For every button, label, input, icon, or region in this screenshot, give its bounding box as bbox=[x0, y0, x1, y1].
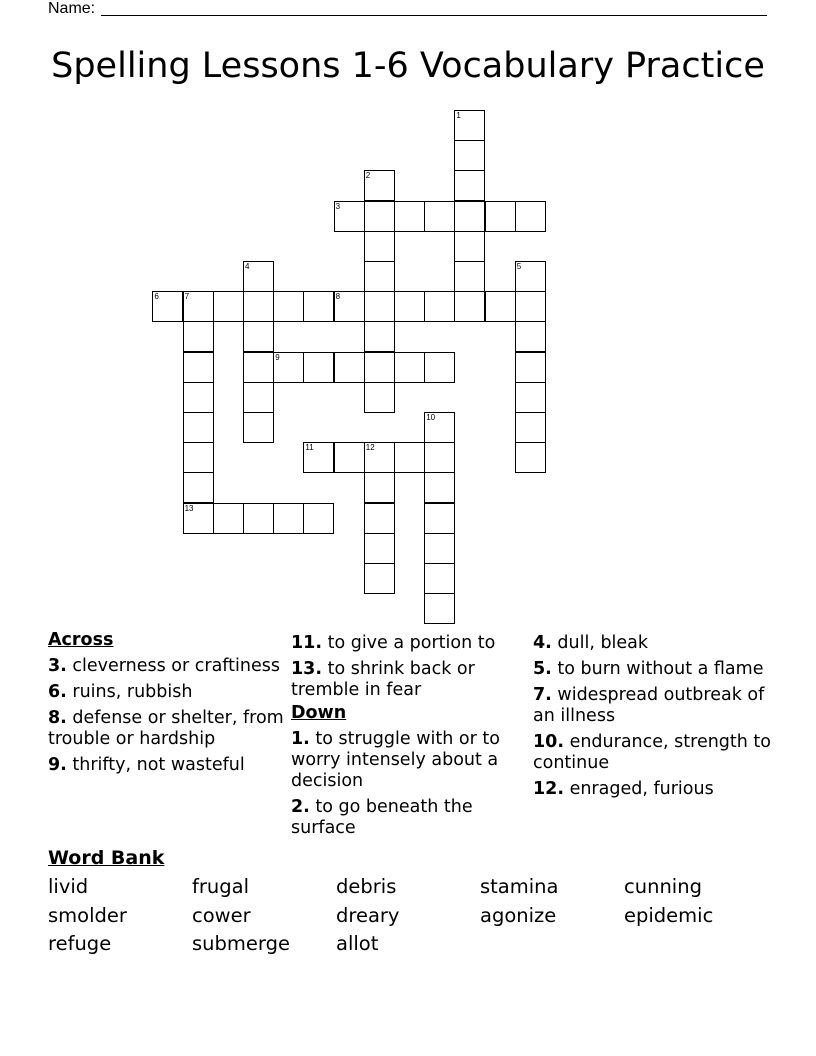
clue-item-text: defense or shelter, from trouble or hardship bbox=[48, 708, 284, 749]
grid-cell[interactable] bbox=[515, 291, 546, 322]
clue-item bbox=[533, 685, 773, 727]
grid-cell[interactable] bbox=[183, 442, 214, 473]
grid-cell[interactable] bbox=[364, 442, 395, 473]
grid-cell[interactable] bbox=[424, 201, 455, 232]
word-bank-title: Word Bank bbox=[48, 847, 165, 869]
clue-item-number: 6. bbox=[48, 682, 67, 702]
clue-item-number: 1. bbox=[291, 729, 310, 749]
grid-cell[interactable] bbox=[454, 110, 485, 141]
grid-cell[interactable] bbox=[424, 563, 455, 594]
grid-cell[interactable] bbox=[183, 291, 214, 322]
clue-item bbox=[291, 797, 529, 839]
clue-item-text: to burn without a flame bbox=[551, 659, 764, 679]
clue-column-2 bbox=[291, 628, 529, 839]
grid-cell[interactable] bbox=[515, 201, 546, 232]
word-bank-item: smolder bbox=[48, 903, 127, 927]
clue-number: 4 bbox=[245, 262, 250, 271]
clue-item-number: 9. bbox=[48, 755, 67, 775]
clue-item bbox=[48, 656, 288, 677]
grid-cell[interactable] bbox=[454, 231, 485, 262]
name-label: Name: bbox=[48, 0, 96, 17]
clue-item-number: 12. bbox=[533, 779, 565, 799]
grid-cell[interactable] bbox=[243, 503, 274, 534]
word-bank-item: allot bbox=[336, 932, 379, 955]
grid-cell[interactable] bbox=[515, 442, 546, 473]
clue-column-3 bbox=[533, 628, 773, 800]
word-bank-item: agonize bbox=[480, 903, 557, 927]
word-bank-item: livid bbox=[48, 875, 89, 898]
clue-item-text: widespread outbreak of an illness bbox=[533, 685, 765, 726]
clue-item-text: to give a portion to bbox=[322, 633, 496, 653]
clue-item-text: enraged, furious bbox=[564, 779, 714, 799]
grid-cell[interactable] bbox=[273, 352, 304, 383]
grid-cell[interactable] bbox=[183, 382, 214, 413]
grid-cell[interactable] bbox=[515, 261, 546, 292]
clue-number: 10 bbox=[426, 413, 436, 422]
clue-item bbox=[48, 682, 288, 703]
word-bank-item: stamina bbox=[480, 875, 559, 898]
clue-item bbox=[533, 633, 773, 654]
page-title: Spelling Lessons 1-6 Vocabulary Practice bbox=[51, 46, 765, 86]
word-bank-item: cunning bbox=[624, 875, 702, 898]
clue-number: 11 bbox=[305, 443, 314, 453]
clue-item-text: dull, bleak bbox=[551, 633, 649, 653]
grid-cell[interactable] bbox=[485, 291, 516, 322]
grid-cell[interactable] bbox=[213, 503, 244, 534]
clue-item bbox=[48, 755, 288, 776]
grid-cell[interactable] bbox=[364, 533, 395, 564]
grid-cell[interactable] bbox=[243, 261, 274, 292]
grid-cell[interactable] bbox=[454, 170, 485, 201]
grid-cell[interactable] bbox=[364, 563, 395, 594]
clue-number: 8 bbox=[335, 292, 341, 302]
grid-cell[interactable] bbox=[303, 503, 334, 534]
grid-cell[interactable] bbox=[243, 321, 274, 352]
grid-cell[interactable] bbox=[243, 412, 274, 443]
clue-number: 5 bbox=[516, 262, 522, 271]
grid-cell[interactable] bbox=[394, 291, 425, 322]
grid-cell[interactable] bbox=[364, 291, 395, 322]
clue-item bbox=[48, 708, 288, 750]
grid-cell[interactable] bbox=[364, 231, 395, 262]
grid-cell[interactable] bbox=[515, 382, 546, 413]
grid-cell[interactable] bbox=[183, 352, 214, 383]
clue-item-text: to struggle with or to worry intensely about a decision bbox=[291, 729, 500, 791]
clue-item bbox=[533, 779, 773, 800]
grid-cell[interactable] bbox=[183, 472, 214, 503]
grid-cell[interactable] bbox=[454, 261, 485, 292]
grid-cell[interactable] bbox=[485, 201, 516, 232]
grid-cell[interactable] bbox=[454, 291, 485, 322]
grid-cell[interactable] bbox=[515, 412, 546, 443]
grid-cell[interactable] bbox=[515, 321, 546, 352]
grid-cell[interactable] bbox=[183, 321, 214, 352]
clue-item-number: 3. bbox=[48, 656, 67, 676]
grid-cell[interactable] bbox=[334, 352, 365, 383]
grid-cell[interactable] bbox=[454, 140, 485, 171]
grid-cell[interactable] bbox=[303, 352, 334, 383]
clue-number: 1 bbox=[456, 111, 461, 120]
grid-cell[interactable] bbox=[424, 412, 455, 443]
grid-cell[interactable] bbox=[303, 442, 334, 473]
clue-item-number: 5. bbox=[533, 659, 552, 679]
grid-cell[interactable] bbox=[364, 261, 395, 292]
clue-item-text: ruins, rubbish bbox=[66, 682, 193, 702]
clue-item-text: to shrink back or tremble in fear bbox=[291, 659, 475, 700]
grid-cell[interactable] bbox=[183, 503, 214, 534]
grid-cell[interactable] bbox=[394, 442, 425, 473]
grid-cell[interactable] bbox=[515, 352, 546, 383]
grid-cell[interactable] bbox=[213, 291, 244, 322]
grid-cell[interactable] bbox=[424, 352, 455, 383]
grid-cell[interactable] bbox=[424, 442, 455, 473]
clue-item-text: endurance, strength to continue bbox=[533, 732, 771, 773]
grid-cell[interactable] bbox=[424, 533, 455, 564]
grid-cell[interactable] bbox=[273, 503, 304, 534]
grid-cell[interactable] bbox=[364, 472, 395, 503]
word-bank-item: cower bbox=[192, 903, 251, 927]
word-bank-item: dreary bbox=[336, 903, 400, 927]
grid-cell[interactable] bbox=[152, 291, 183, 322]
clue-item bbox=[533, 659, 773, 680]
clue-item-text: thrifty, not wasteful bbox=[66, 755, 245, 775]
clue-number: 12 bbox=[365, 443, 375, 453]
grid-cell[interactable] bbox=[394, 201, 425, 232]
word-bank-item: frugal bbox=[192, 875, 249, 898]
clue-item-number: 4. bbox=[533, 633, 552, 653]
word-bank-item: refuge bbox=[48, 932, 112, 955]
grid-cell[interactable] bbox=[364, 352, 395, 383]
grid-cell[interactable] bbox=[364, 170, 395, 201]
grid-cell[interactable] bbox=[243, 382, 274, 413]
word-bank-item: debris bbox=[336, 875, 397, 898]
clue-item-number: 11. bbox=[291, 633, 323, 653]
grid-cell[interactable] bbox=[183, 412, 214, 443]
clue-item bbox=[291, 633, 529, 654]
clue-number: 9 bbox=[275, 352, 280, 362]
grid-cell[interactable] bbox=[273, 291, 304, 322]
clue-number: 2 bbox=[365, 171, 371, 181]
clue-number: 6 bbox=[154, 292, 159, 302]
clue-item bbox=[533, 732, 773, 774]
clue-number: 7 bbox=[184, 292, 190, 302]
clue-number: 3 bbox=[335, 201, 341, 211]
clue-item-number: 2. bbox=[291, 797, 310, 817]
grid-cell[interactable] bbox=[364, 382, 395, 413]
clue-item-number: 7. bbox=[533, 685, 552, 705]
grid-cell[interactable] bbox=[334, 201, 365, 232]
clue-column-1 bbox=[48, 628, 288, 776]
grid-cell[interactable] bbox=[424, 503, 455, 534]
clue-item bbox=[291, 659, 529, 701]
grid-cell[interactable] bbox=[364, 201, 395, 232]
grid-cell[interactable] bbox=[243, 291, 274, 322]
clue-item-number: 8. bbox=[48, 708, 67, 728]
grid-cell[interactable] bbox=[424, 472, 455, 503]
word-bank-item: submerge bbox=[192, 932, 290, 955]
word-bank-item: epidemic bbox=[624, 903, 714, 927]
grid-cell[interactable] bbox=[334, 291, 365, 322]
grid-cell[interactable] bbox=[364, 503, 395, 534]
grid-cell[interactable] bbox=[424, 593, 455, 624]
clue-item-number: 10. bbox=[533, 732, 565, 752]
clue-item-text: to go beneath the surface bbox=[291, 797, 473, 838]
grid-cell[interactable] bbox=[424, 291, 455, 322]
grid-cell[interactable] bbox=[334, 442, 365, 473]
clue-heading: Across bbox=[48, 630, 114, 650]
clue-number: 13 bbox=[184, 503, 194, 513]
grid-cell[interactable] bbox=[243, 352, 274, 383]
clue-item-text: cleverness or craftiness bbox=[66, 656, 280, 676]
grid-cell[interactable] bbox=[364, 321, 395, 352]
clue-item-number: 13. bbox=[291, 659, 323, 679]
clue-heading: Down bbox=[291, 703, 347, 723]
grid-cell[interactable] bbox=[454, 201, 485, 232]
grid-cell[interactable] bbox=[394, 352, 425, 383]
grid-cell[interactable] bbox=[303, 291, 334, 322]
clue-item bbox=[291, 729, 529, 792]
